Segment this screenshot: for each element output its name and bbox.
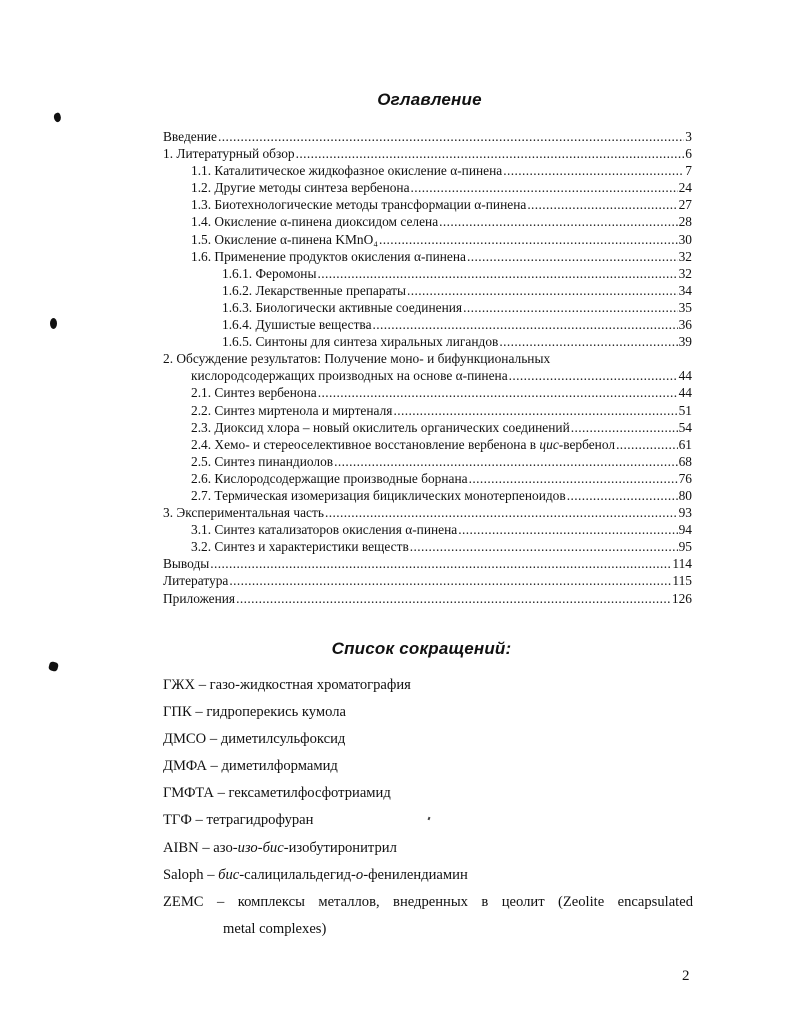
abbreviation-term: ДМСО [163,731,207,748]
abbreviations-title: Список сокращений: [331,639,512,658]
toc-entry-page: 76 [678,470,692,486]
dot-leader [567,488,678,504]
definition-part-italic: бис [218,866,240,883]
definition-part: -фенилендиамин [363,866,468,883]
toc-entry-label: Выводы [163,556,210,572]
toc-entry [163,266,692,283]
dot-leader [571,420,678,436]
abbreviation-separator: – [195,677,210,693]
toc-entry-label: Литература [163,573,229,589]
toc-entry-page: 28 [678,214,692,230]
abbreviation-definition [218,867,468,883]
toc-entry [163,573,692,590]
toc-entry [163,249,692,266]
dot-leader [379,232,678,248]
abbreviation-separator: – [213,785,229,802]
toc-entry-page: 93 [678,505,692,521]
dot-leader [334,454,678,470]
toc-entry-label: Введение [163,129,217,144]
dot-leader [236,591,671,607]
abbreviation-definition: газо-жидкостная хроматография [209,677,411,693]
toc-entry [163,146,692,163]
toc-entry-label: 1.1. Каталитическое жидкофазное окисление α-пинена [191,163,503,179]
abbreviation-item [163,780,693,807]
definition-part-italic: о [355,866,364,883]
abbreviation-term: ДМФА [163,758,207,775]
toc-entry-label: 2.5. Синтез пинандиолов [191,453,334,469]
toc-entry [163,385,692,402]
abbreviation-item [163,753,693,780]
toc-entry-label: 1.6.2. Лекарственные препараты [222,282,407,298]
dot-leader [318,385,678,401]
toc-entry [163,522,692,539]
toc-entry-label: 2. Обсуждение результатов: Получение моно- и бифункциональных [163,351,551,367]
abbreviation-term: Saloph [163,866,204,883]
dot-leader [325,505,678,521]
abbreviation-term: ГМФТА [163,785,214,802]
abbreviation-item [163,699,693,726]
abbreviation-separator: – [203,893,238,910]
toc-entry-page: 95 [678,539,692,555]
toc-entry-page: 32 [678,248,692,264]
toc-entry-label: 1.6.3. Биологически активные соединения [222,299,463,315]
abbreviation-item [163,862,693,889]
toc-entry-continuation [163,368,692,385]
toc-entry [163,488,692,505]
toc-entry [163,283,692,300]
toc-entry-page: 44 [678,385,692,401]
toc-entry-label-italic: цис [539,436,559,452]
dot-leader [458,522,677,538]
toc-entry-page: 24 [678,180,692,196]
definition-part: азо- [213,839,238,856]
toc-entry-label-text: -вербенол [558,436,616,452]
dot-leader [503,163,684,179]
scan-mark [50,318,57,329]
abbreviation-definition: тетрагидрофуран [206,812,314,829]
toc-entry-label: кислородсодержащих производных на основе α-пинена [191,368,508,384]
toc-entry [163,351,692,368]
dot-leader [463,300,678,316]
toc-entry-page: 30 [678,231,692,247]
abbreviation-definition: гидроперекись кумола [206,704,346,721]
abbreviation-definition: гексаметилфосфотриамид [228,785,391,802]
toc-entry-page: 7 [685,163,692,179]
definition-part: - [257,839,263,856]
abbreviation-separator: – [191,704,207,721]
toc-entry-page: 39 [678,334,692,350]
toc-entry-page: 68 [678,453,692,469]
toc-entry-page: 80 [678,487,692,503]
dot-leader [296,146,685,162]
toc-entry-label: 1.6.4. Душистые вещества [222,317,372,333]
abbreviation-separator: – [203,866,219,883]
abbreviation-item [163,889,693,944]
toc-entry-label: 1.3. Биотехнологические методы трансформации α-пинена [191,197,527,213]
toc-entry-label: 1.5. Окисление α-пинена KMnO₄ [191,231,378,247]
toc-entry [163,471,692,488]
abbreviation-item [163,835,693,862]
toc-entry-page: 44 [678,368,692,384]
dot-leader [439,214,677,230]
definition-part-italic: бис [262,839,284,856]
toc-entry-label: 1.6.5. Синтоны для синтеза хиральных лигандов [222,334,499,350]
toc-entry-page: 32 [678,265,692,281]
toc-entry-page: 54 [678,419,692,435]
dot-leader [218,129,684,145]
toc-entry [163,232,692,249]
toc-entry [163,539,692,556]
toc-entry-page: 6 [685,146,692,162]
dot-leader [393,403,677,419]
abbreviation-term: ZEMC [163,893,204,910]
toc-entry-label: 1.2. Другие методы синтеза вербенона [191,180,410,196]
page-number: 2 [682,968,690,984]
toc-entry-page: 115 [672,573,692,589]
toc-entry [163,556,692,573]
toc-entry-page: 35 [678,299,692,315]
dot-leader [407,283,678,299]
toc-entry-page: 61 [678,436,692,452]
abbreviation-term: AIBN [163,839,199,856]
dot-leader [210,556,671,572]
toc-entry-label: Приложения [163,590,236,606]
definition-part-italic: изо [237,839,258,856]
toc-entry [163,420,692,437]
toc-entry-page: 94 [678,522,692,538]
toc-entry-page: 126 [671,590,692,606]
toc-entry-label: 3. Экспериментальная часть [163,505,324,521]
dot-leader [499,334,677,350]
scan-mark [48,661,59,672]
dot-leader [229,573,671,589]
dot-leader [467,249,678,265]
table-of-contents [163,129,692,608]
dot-leader [469,471,678,487]
toc-entry [163,300,692,317]
abbreviation-first-line [163,889,693,917]
toc-entry [163,317,692,334]
dot-leader [527,197,677,213]
abbreviation-definition: диметилсульфоксид [220,731,346,748]
toc-entry-label: 1.4. Окисление α-пинена диоксидом селена [191,214,439,230]
toc-entry-page: 3 [685,129,692,144]
dot-leader [410,539,678,555]
toc-entry-label: 3.1. Синтез катализаторов окисления α-пинена [191,522,458,538]
abbreviation-term: ГЖХ [163,677,196,693]
abbreviation-separator: – [191,812,207,829]
toc-entry-label-text: 2.4. Хемо- и стереоселективное восстановление вербенона в [191,436,540,452]
abbreviations-list [163,672,693,944]
toc-entry-label: 1. Литературный обзор [163,146,295,162]
dot-leader [373,317,678,333]
toc-entry [163,214,692,231]
toc-entry-page: 34 [678,282,692,298]
abbreviation-definition-continuation: metal complexes) [223,921,327,938]
toc-entry [163,454,692,471]
toc-entry-page: 27 [678,197,692,213]
toc-entry-label: 3.2. Синтез и характеристики веществ [191,539,409,555]
abbreviation-separator: – [206,731,221,748]
abbreviation-term: ТГФ [163,812,192,829]
dot-leader [317,266,677,282]
abbreviation-separator: – [198,839,214,856]
toc-entry [163,334,692,351]
toc-title: Оглавление [377,90,482,109]
abbreviation-definition [213,840,397,856]
definition-part: -салицилальдегид- [239,866,356,883]
toc-entry [163,197,692,214]
scan-mark [53,112,63,123]
toc-entry-label: 2.7. Термическая изомеризация бициклических монотерпеноидов [191,487,566,503]
toc-entry [163,505,692,522]
abbreviation-definition: комплексы металлов, внедренных в цеолит (Zeolite encapsulated [237,893,694,910]
toc-entry [163,437,692,454]
toc-entry-label [191,437,615,453]
toc-entry [163,591,692,608]
abbreviation-definition: диметилформамид [221,758,338,775]
toc-entry [163,403,692,420]
toc-entry-label: 1.6.1. Феромоны [222,265,317,281]
toc-entry-label: 1.6. Применение продуктов окисления α-пинена [191,248,466,264]
abbreviation-item [163,807,693,834]
toc-entry [163,163,692,180]
abbreviation-item [163,672,693,699]
abbreviation-term: ГПК [163,704,192,721]
definition-part: -изобутиронитрил [283,839,397,856]
toc-entry-page: 114 [672,556,692,572]
toc-entry-page: 51 [678,402,692,418]
dot-leader [509,368,678,384]
abbreviation-item [163,726,693,753]
abbreviation-separator: – [206,758,222,775]
toc-entry-label: 2.3. Диоксид хлора – новый окислитель органических соединений [191,419,570,435]
toc-entry-label: 2.6. Кислородсодержащие производные борнана [191,470,468,486]
dot-leader [616,437,678,453]
toc-entry [163,180,692,197]
dot-leader [411,180,678,196]
toc-entry-label: 2.1. Синтез вербенона [191,385,317,401]
toc-entry [163,129,692,146]
toc-entry-label: 2.2. Синтез миртенола и миртеналя [191,402,393,418]
toc-entry-page: 36 [678,317,692,333]
